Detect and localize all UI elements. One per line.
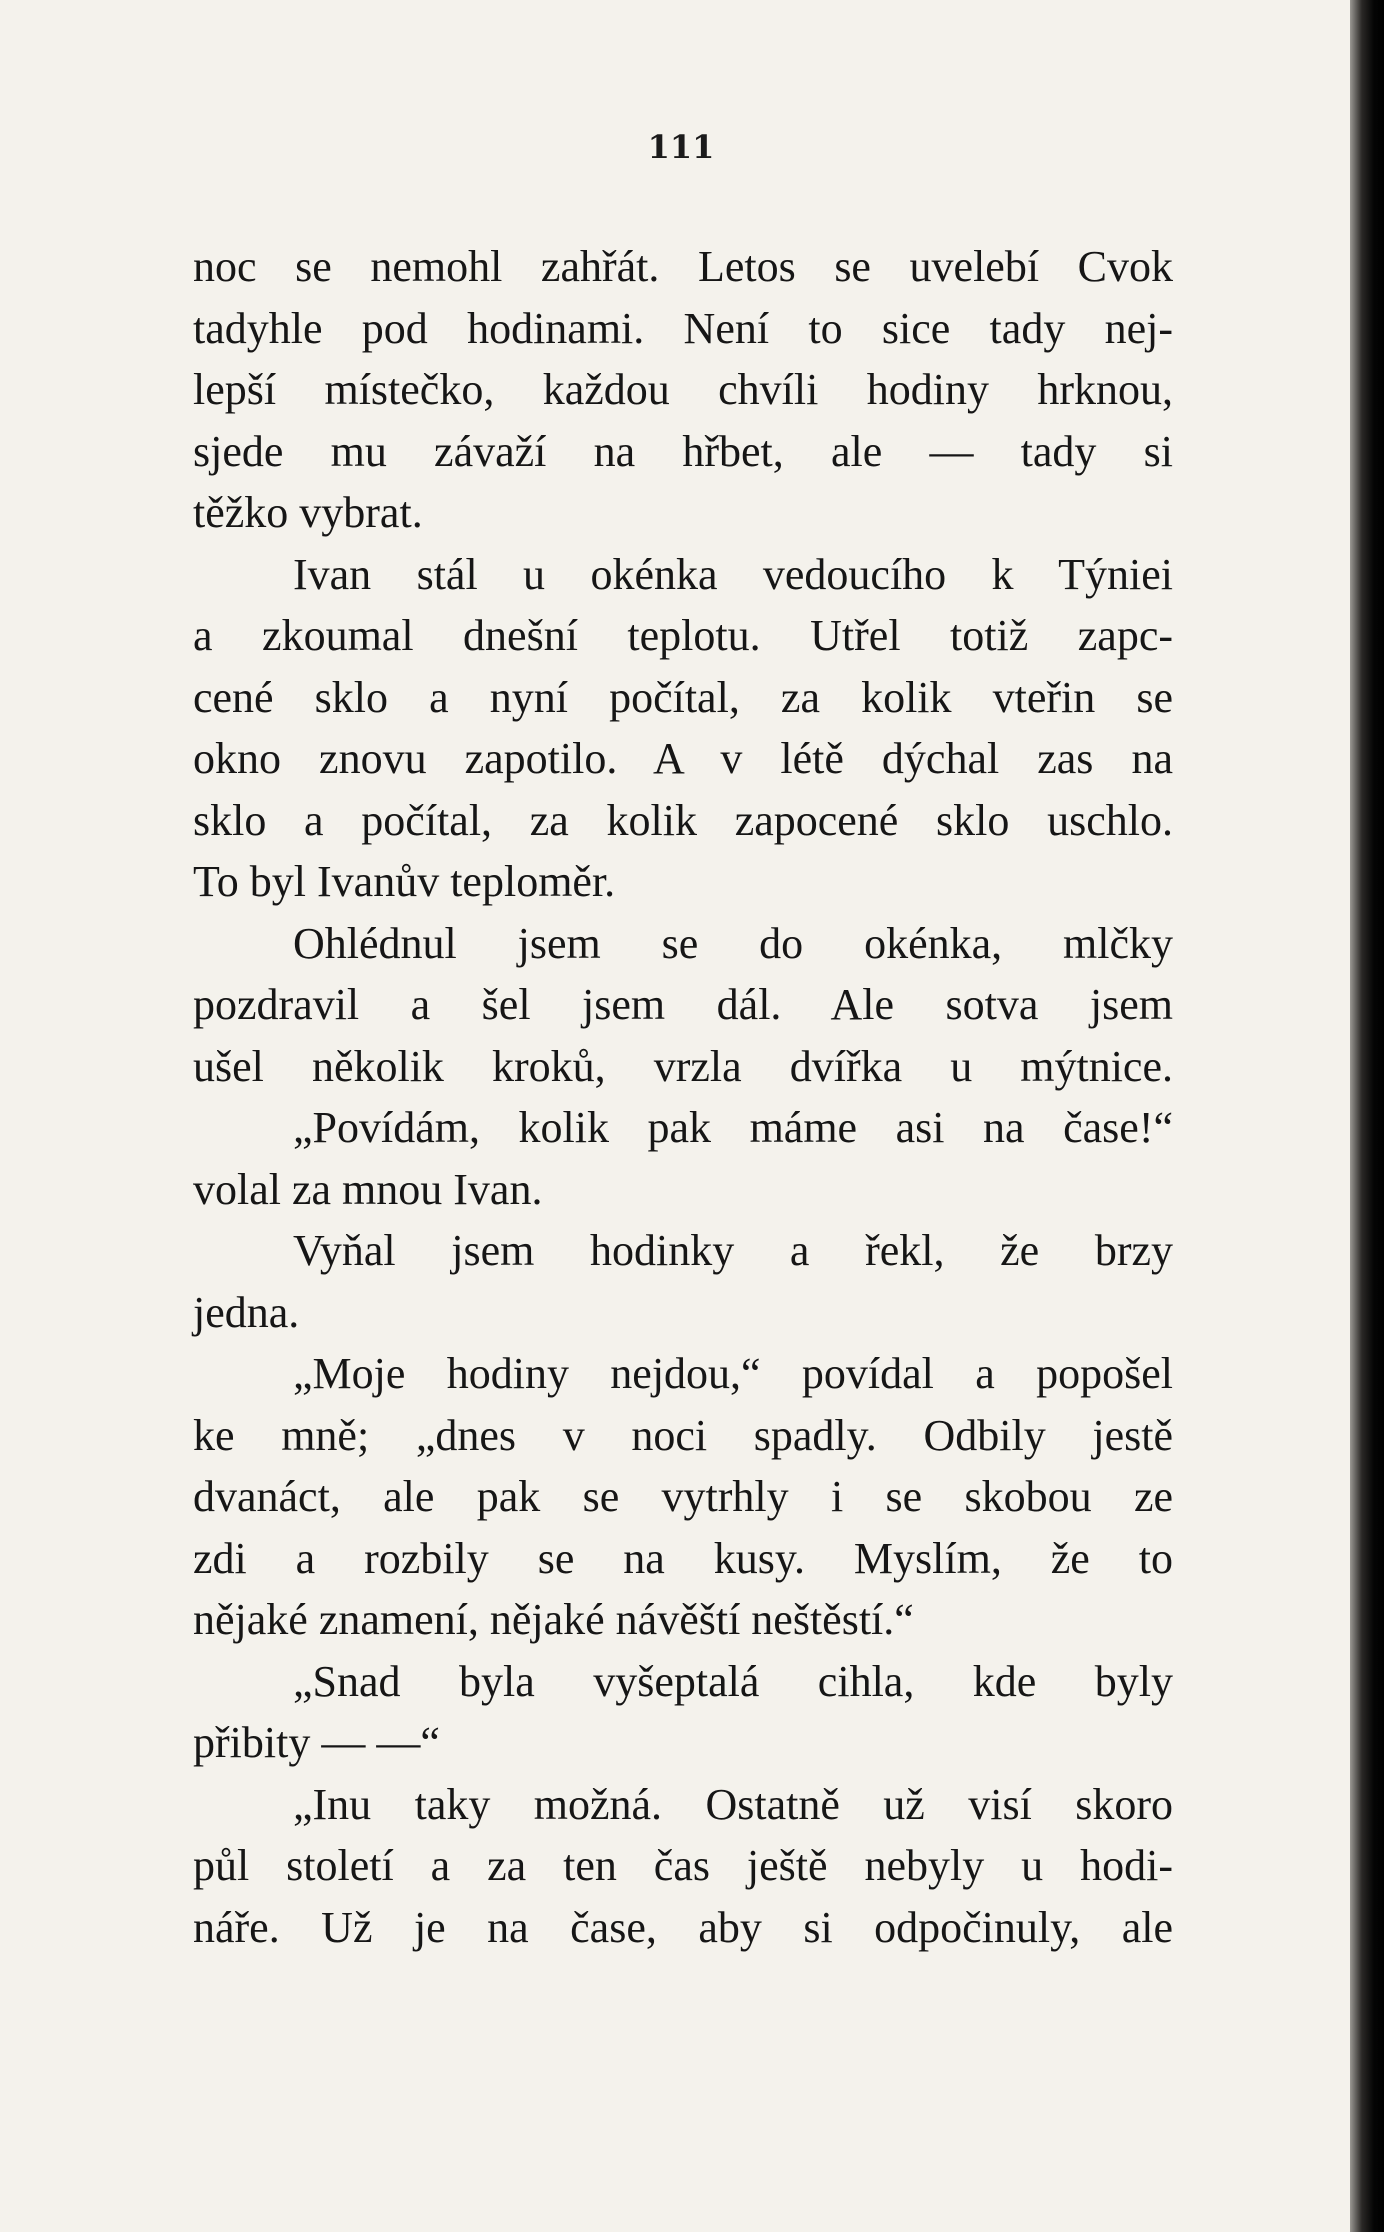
text-line: „Moje hodiny nejdou,“ povídal a popošel xyxy=(293,1349,1173,1398)
text-line: Ivan stál u okénka vedoucího k Týniei xyxy=(293,549,1173,599)
text-line: cené sklo a nyní počítal, za kolik vteřin se xyxy=(193,672,1173,722)
text-line: „Snad byla vyšeptalá cihla, kde byly xyxy=(293,1656,1173,1706)
text-line: To byl Ivanův teploměr. xyxy=(193,857,616,906)
text-line: jedna. xyxy=(193,1287,300,1337)
text-line: lepší místečko, každou chvíli hodiny hrknou, xyxy=(193,365,1173,414)
text-line: ušel několik kroků, vrzla dvířka u mýtnice. xyxy=(193,1041,1173,1091)
page-number: 111 xyxy=(647,128,715,166)
text-line: noc se nemohl zahřát. Letos se uvelebí Cvok xyxy=(193,242,1173,291)
text-line: zdi a rozbily se na kusy. Myslím, že to xyxy=(193,1533,1173,1583)
text-line: Ohlédnul jsem se do okénka, mlčky xyxy=(293,918,1173,968)
text-line: „Inu taky možná. Ostatně už visí skoro xyxy=(293,1779,1173,1829)
text-line: půl století a za ten čas ještě nebyly u hodi- xyxy=(193,1841,1173,1890)
text-line: sklo a počítal, za kolik zapocené sklo uschlo. xyxy=(193,795,1173,845)
text-line: okno znovu zapotilo. A v létě dýchal zas na xyxy=(193,734,1173,783)
text-line: Vyňal jsem hodinky a řekl, že brzy xyxy=(293,1226,1173,1275)
text-line: pozdravil a šel jsem dál. Ale sotva jsem xyxy=(193,980,1173,1029)
text-line: přibity — —“ xyxy=(193,1718,440,1767)
text-line: a zkoumal dnešní teplotu. Utřel totiž zapc- xyxy=(193,611,1173,660)
page-edge-shadow xyxy=(1350,0,1384,2232)
text-line: „Povídám, kolik pak máme asi na čase!“ xyxy=(293,1103,1173,1152)
body-text xyxy=(193,236,1173,1958)
text-line: volal za mnou Ivan. xyxy=(193,1164,543,1214)
text-line: ke mně; „dnes v noci spadly. Odbily jestě xyxy=(193,1410,1173,1460)
text-line: dvanáct, ale pak se vytrhly i se skobou ze xyxy=(193,1472,1173,1521)
text-line: nějaké znamení, nějaké návěští neštěstí.“ xyxy=(193,1595,914,1644)
text-line: sjede mu závaží na hřbet, ale — tady si xyxy=(193,426,1173,476)
text-line: tadyhle pod hodinami. Není to sice tady nej- xyxy=(193,303,1173,353)
text-line: těžko vybrat. xyxy=(193,488,423,537)
text-line: náře. Už je na čase, aby si odpočinuly, ale xyxy=(193,1902,1173,1952)
